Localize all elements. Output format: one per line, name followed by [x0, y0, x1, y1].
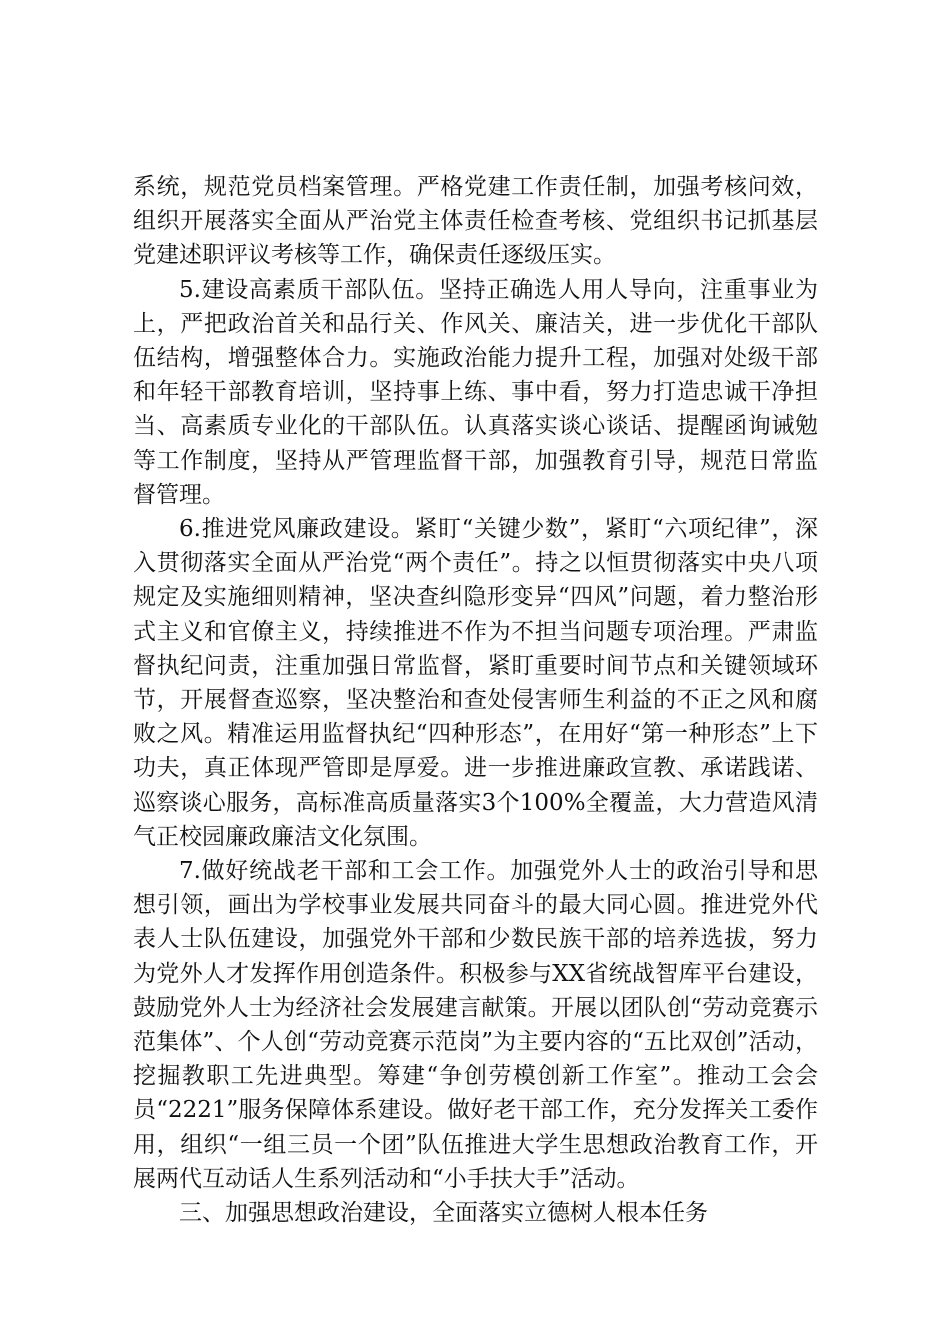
paragraph-clean-governance: 6.推进党风廉政建设。紧盯“关键少数”，紧盯“六项纪律”，深入贯彻落实全面从严治党“两个责任”。持之以恒贯彻落实中央八项规定及实施细则精神，坚决查纠隐形变异“四风”问题，着力整治形式主义和官僚主义，持续推进不作为不担当问题专项治理。严肃监督执纪问责，注重加强日常监督，紧盯重要时间节点和关键领域环节，开展督查巡察，坚决整治和查处侵害师生利益的不正之风和腐败之风。精准运用监督执纪“四种形态”，在用好“第一种形态”上下功夫，真正体现严管即是厚爱。进一步推进廉政宣教、承诺践诺、巡察谈心服务，高标准高质量落实3个100%全覆盖，大力营造风清气正校园廉政廉洁文化氛围。 — [133, 516, 818, 850]
paragraph-continuation: 系统，规范党员档案管理。严格党建工作责任制，加强考核问效，组织开展落实全面从严治党主体责任检查考核、党组织书记抓基层党建述职评议考核等工作，确保责任逐级压实。 — [133, 174, 818, 269]
section-heading-3: 三、加强思想政治建设，全面落实立德树人根本任务 — [179, 1200, 708, 1227]
document-page — [133, 170, 818, 1230]
paragraph-united-front: 7.做好统战老干部和工会工作。加强党外人士的政治引导和思想引领，画出为学校事业发展共同奋斗的最大同心圆。推进党外代表人士队伍建设，加强党外干部和少数民族干部的培养选拔，努力为党外人才发挥作用创造条件。积极参与XX省统战智库平台建设，鼓励党外人士为经济社会发展建言献策。开展以团队创“劳动竞赛示范集体”、个人创“劳动竞赛示范岗”为主要内容的“五比双创”活动，挖掘教职工先进典型。筹建“争创劳模创新工作室”。推动工会会员“2221”服务保障体系建设。做好老干部工作，充分发挥关工委作用，组织“一组三员一个团”队伍推进大学生思想政治教育工作，开展两代互动话人生系列活动和“小手扶大手”活动。 — [133, 858, 818, 1192]
paragraph-cadre-team: 5.建设高素质干部队伍。坚持正确选人用人导向，注重事业为上，严把政治首关和品行关、作风关、廉洁关，进一步优化干部队伍结构，增强整体合力。实施政治能力提升工程，加强对处级干部和年轻干部教育培训，坚持事上练、事中看，努力打造忠诚干净担当、高素质专业化的干部队伍。认真落实谈心谈话、提醒函询诫勉等工作制度，坚持从严管理监督干部，加强教育引导，规范日常监督管理。 — [133, 276, 818, 508]
